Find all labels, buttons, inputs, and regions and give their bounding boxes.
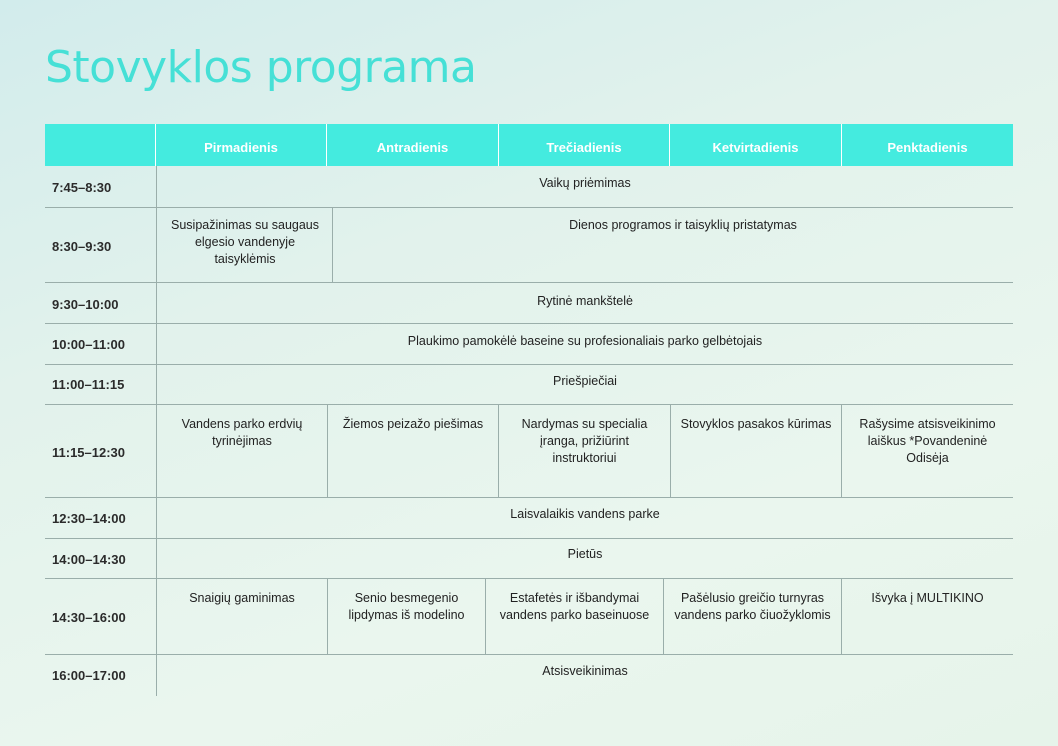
time-label: 11:15–12:30	[52, 445, 126, 460]
time-label: 14:30–16:00	[52, 610, 126, 625]
activity-cell: Plaukimo pamokėlė baseine su profesionaliais parko gelbėtojais	[407, 334, 763, 348]
time-label: 7:45–8:30	[52, 180, 112, 195]
activity-cell: Rašysime atsisveikinimo laiškus *Povandeninė Odisėja	[859, 417, 996, 465]
activity-cell: Estafetės ir išbandymai vandens parko baseinuose	[499, 591, 650, 622]
row-divider	[45, 207, 1013, 208]
row-divider	[45, 497, 1013, 498]
activity-cell: Pašėlusio greičio turnyras vandens parko čiuožyklomis	[674, 591, 831, 622]
time-label: 11:00–11:15	[52, 377, 125, 392]
time-label: 14:00–14:30	[52, 552, 126, 567]
time-label: 16:00–17:00	[52, 668, 126, 683]
activity-cell: Snaigių gaminimas	[189, 591, 295, 605]
activity-cell: Pietūs	[567, 547, 603, 561]
time-label: 9:30–10:00	[52, 297, 119, 312]
header-day-thursday: Ketvirtadienis	[712, 139, 799, 155]
header-day-wednesday: Trečiadienis	[546, 139, 622, 155]
row-divider	[45, 404, 1013, 405]
activity-cell: Žiemos peizažo piešimas	[342, 417, 484, 431]
page-title: Stovyklos programa	[45, 42, 477, 93]
activity-cell: Stovyklos pasakos kūrimas	[680, 417, 832, 431]
row-divider	[45, 323, 1013, 324]
row-divider	[45, 282, 1013, 283]
activity-cell: Dienos programos ir taisyklių pristatymas	[569, 218, 797, 232]
time-label: 10:00–11:00	[52, 337, 126, 352]
activity-cell: Vaikų priėmimas	[539, 176, 631, 190]
row-divider	[45, 364, 1013, 365]
time-label: 12:30–14:00	[52, 511, 126, 526]
header-day-monday: Pirmadienis	[204, 139, 278, 155]
schedule-header	[45, 124, 1013, 166]
activity-cell: Priešpiečiai	[553, 374, 617, 388]
header-day-tuesday: Antradienis	[376, 139, 449, 155]
time-label: 8:30–9:30	[52, 239, 112, 254]
header-day-friday: Penktadienis	[887, 139, 968, 155]
activity-cell: Vandens parko erdvių tyrinėjimas	[181, 417, 303, 448]
activity-cell: Išvyka į MULTIKINO	[871, 591, 984, 605]
activity-cell: Atsisveikinimas	[542, 664, 628, 678]
activity-cell: Nardymas su specialia įranga, prižiūrint instruktoriui	[521, 417, 648, 465]
activity-cell: Rytinė mankštelė	[537, 294, 633, 308]
row-divider	[45, 538, 1013, 539]
row-divider	[45, 578, 1013, 579]
activity-cell: Laisvalaikis vandens parke	[510, 507, 660, 521]
row-divider	[45, 654, 1013, 655]
activity-cell: Senio besmegenio lipdymas iš modelino	[348, 591, 465, 622]
activity-cell: Susipažinimas su saugaus elgesio vandenyje taisyklėmis	[171, 218, 319, 266]
